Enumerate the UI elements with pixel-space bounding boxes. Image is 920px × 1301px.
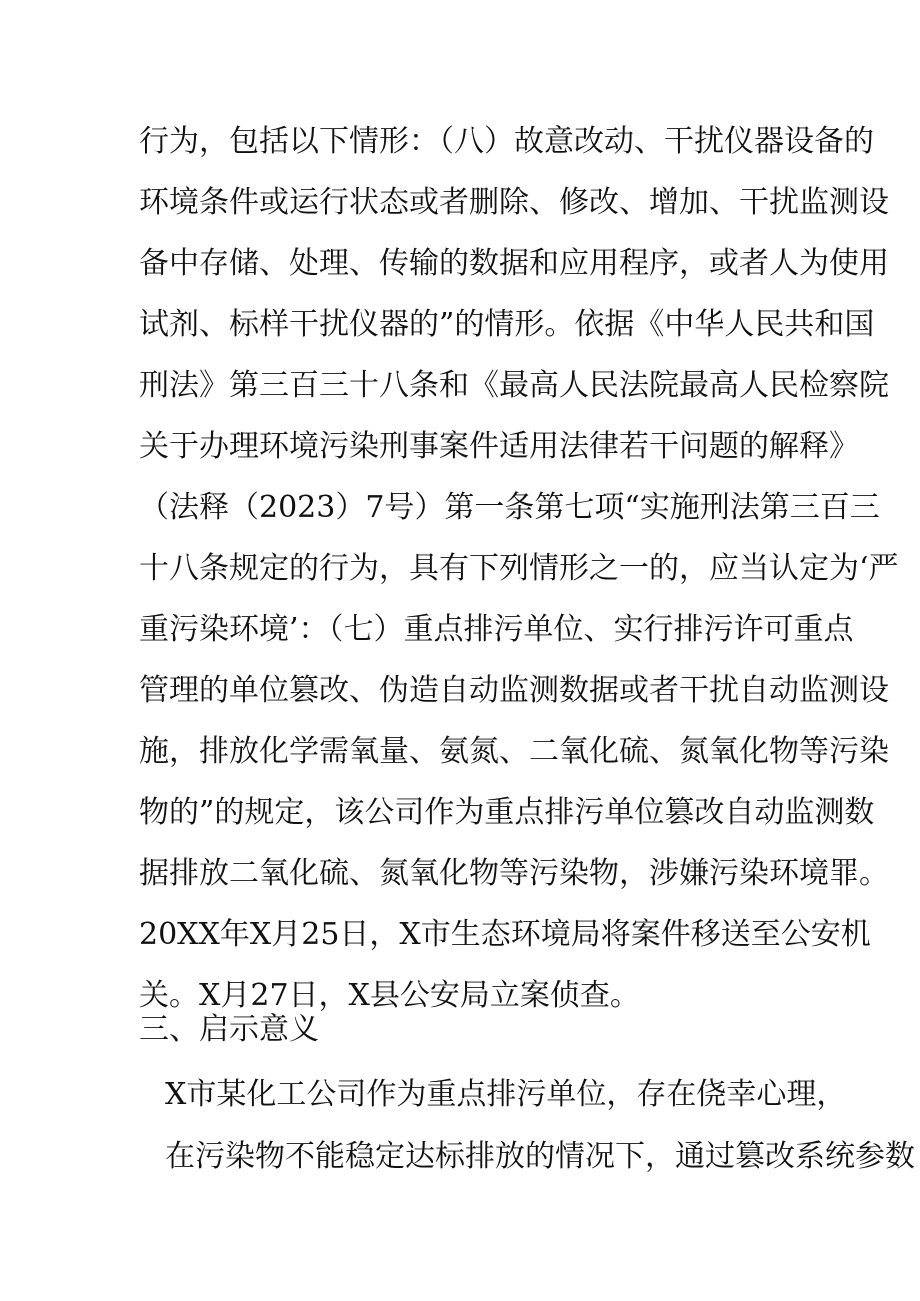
text-line: 20XX年X月25日，X市生态环境局将案件移送至公安机 [139, 917, 871, 952]
text-line: X市某化工公司作为重点排污单位，存在侥幸心理， [165, 1077, 847, 1112]
text-line: 备中存储、处理、传输的数据和应用程序，或者人为使用 [139, 246, 889, 281]
text-line: 关于办理环境污染刑事案件适用法律若干问题的解释》 [139, 429, 859, 464]
text-line: 关。X月27日，X县公安局立案侦查。 [139, 978, 640, 1013]
text-line: 十八条规定的行为，具有下列情形之一的，应当认定为‘严 [139, 551, 899, 586]
text-line: 试剂、标样干扰仪器的”的情形。依据《中华人民共和国 [139, 307, 875, 342]
text-line: 管理的单位篡改、伪造自动监测数据或者干扰自动监测设 [139, 673, 889, 708]
text-line: 施，排放化学需氧量、氨氮、二氧化硫、氮氧化物等污染 [139, 734, 889, 769]
section-heading: 三、启示意义 [139, 1012, 319, 1047]
text-line: 在污染物不能稳定达标排放的情况下，通过篡改系统参数 [165, 1139, 915, 1174]
text-line: 刑法》第三百三十八条和《最高人民法院最高人民检察院 [139, 368, 889, 403]
text-line: 行为，包括以下情形：（八）故意改动、干扰仪器设备的 [139, 124, 874, 159]
text-line: （法释（2023）7号）第一条第七项“实施刑法第三百三 [139, 490, 880, 525]
text-line: 据排放二氧化硫、氮氧化物等污染物，涉嫌污染环境罪。 [139, 856, 889, 891]
text-line: 物的”的规定，该公司作为重点排污单位篡改自动监测数 [139, 795, 875, 830]
text-line: 重污染环境’：（七）重点排污单位、实行排污许可重点 [139, 612, 854, 647]
text-line: 环境条件或运行状态或者删除、修改、增加、干扰监测设 [139, 185, 889, 220]
